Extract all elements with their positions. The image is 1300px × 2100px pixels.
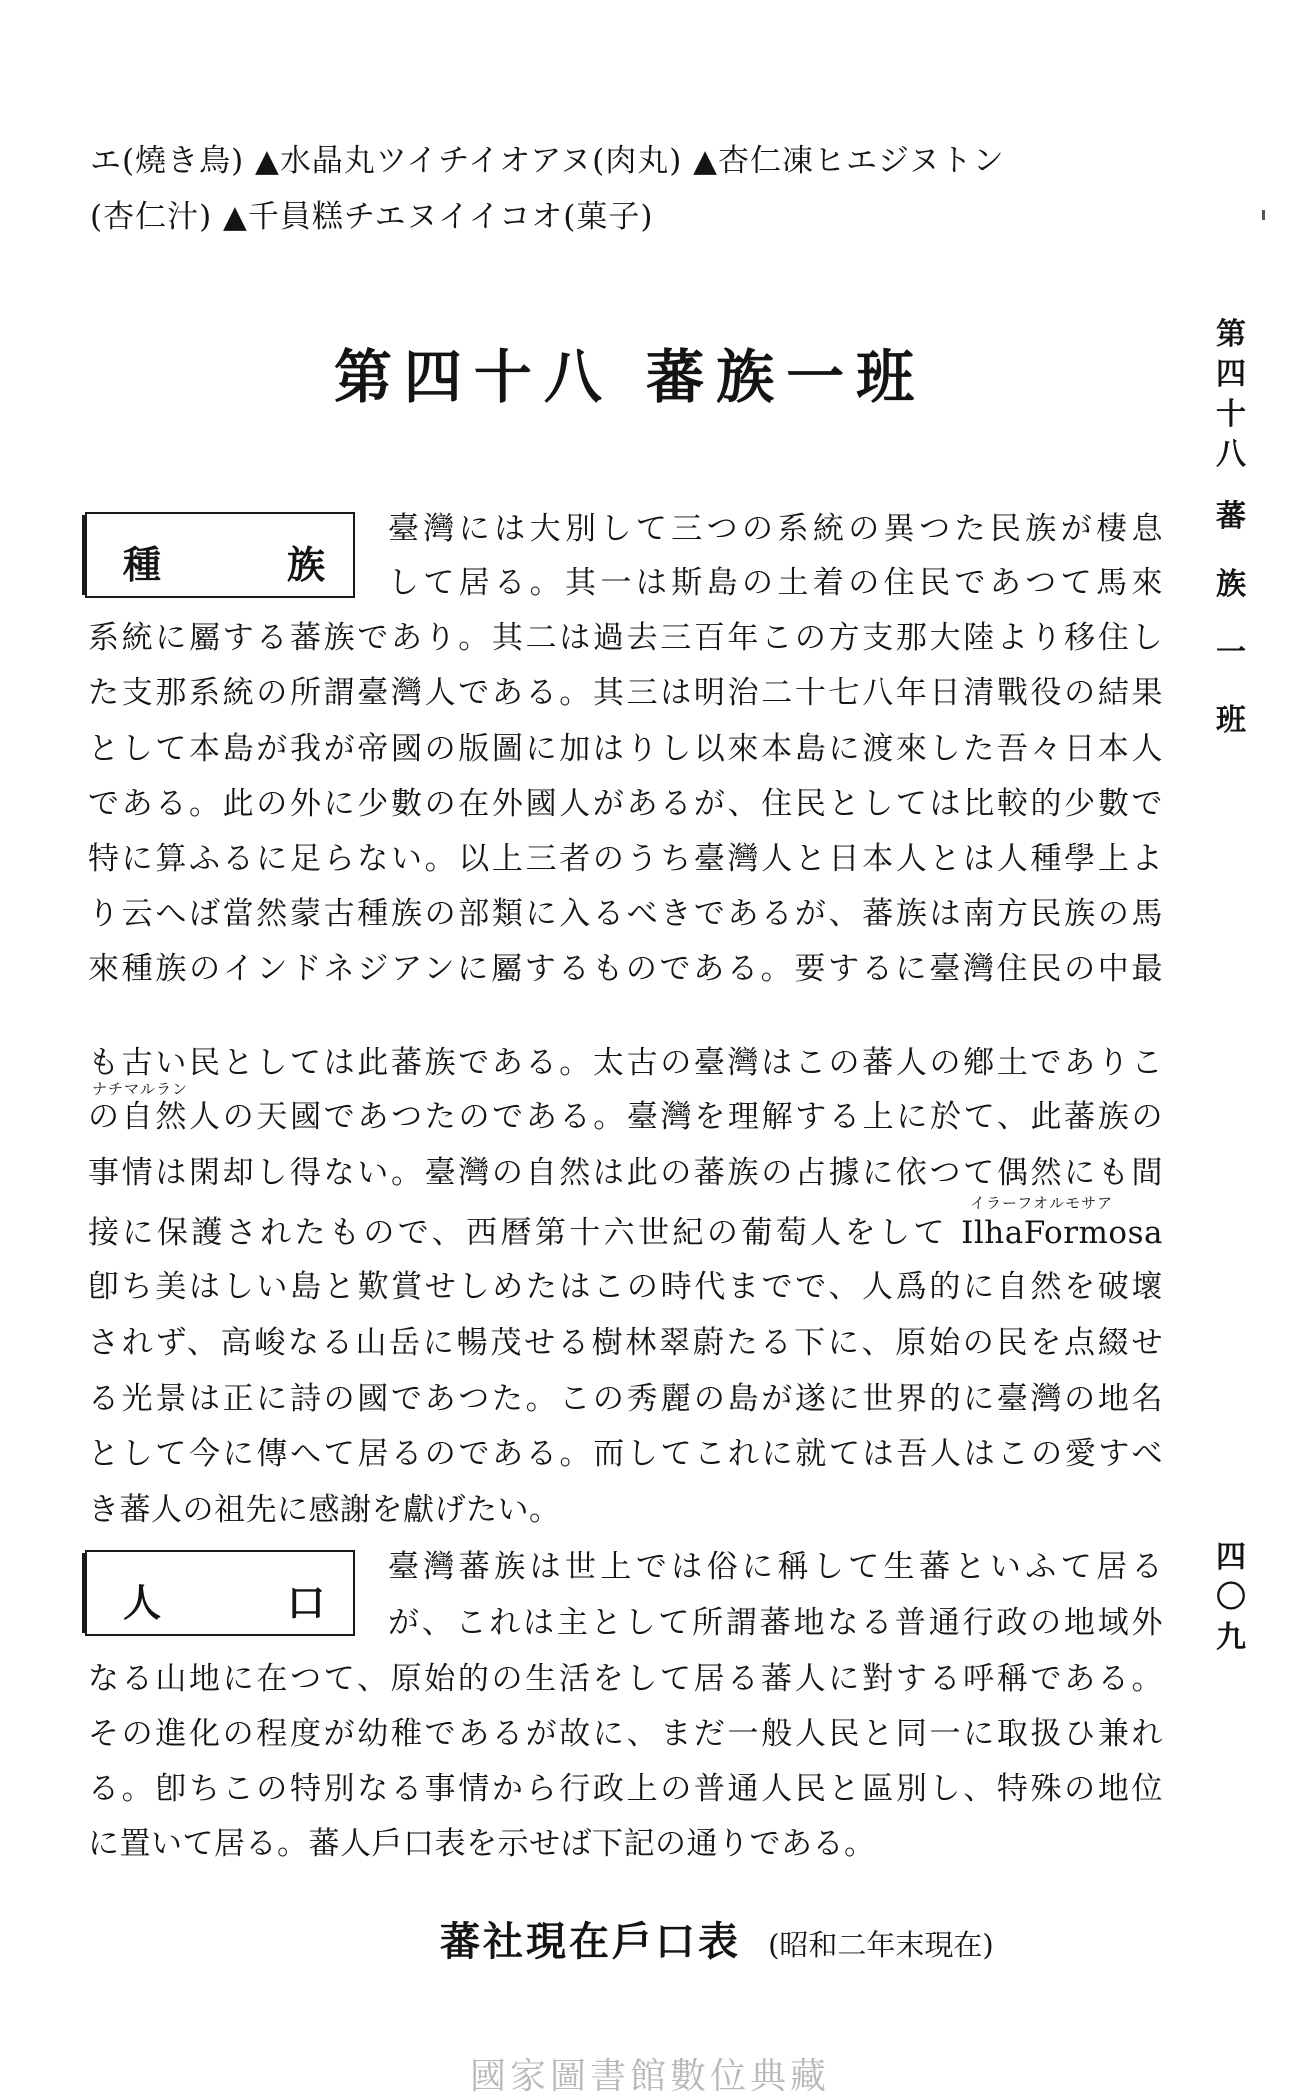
section-label-char: 種	[123, 543, 162, 587]
top-line-2: (杏仁汁) ▲千員糕チエヌイイコオ(菓子)	[90, 199, 654, 235]
table-title-date: (昭和二年末現在)	[768, 1928, 994, 1962]
body-line: り云へば當然蒙古種族の部類に入るべきであるが、蕃族は南方民族の馬	[88, 896, 1163, 932]
running-header-char: 班	[1216, 703, 1246, 738]
running-header-char: 八	[1216, 437, 1246, 472]
page-number-char: 〇	[1216, 1580, 1246, 1615]
body-line: されず、高峻なる山岳に暢茂せる樹林翠蔚たる下に、原始の民を点綴せ	[88, 1325, 1163, 1361]
section-label-char: 族	[286, 543, 325, 587]
body-line: た支那系統の所謂臺灣人である。其三は明治二十七八年日清戰役の結果	[88, 675, 1163, 711]
ruby-gloss: ナチマルラン	[92, 1080, 189, 1098]
library-watermark: 國家圖書館數位典藏	[469, 2056, 830, 2097]
page-number	[1203, 1538, 1259, 1658]
body-line: も古い民としては此蕃族である。太古の臺灣はこの蕃人の鄕土でありこ	[88, 1045, 1163, 1081]
body-line: して居る。其一は斯島の土着の住民であつて馬來	[388, 565, 1163, 601]
body-line: の自然人の天國であつたのである。臺灣を理解する上に於て、此蕃族の	[88, 1099, 1163, 1135]
table-title	[440, 1910, 994, 1967]
body-line: が、これは主として所謂蕃地なる普通行政の地域外	[388, 1605, 1163, 1641]
section-label-population	[85, 1550, 355, 1636]
body-line: き蕃人の祖先に感謝を獻げたい。	[88, 1492, 561, 1528]
body-line: に置いて居る。蕃人戶口表を示せば下記の通りである。	[88, 1826, 876, 1862]
running-header-char: 蕃	[1216, 499, 1246, 534]
body-line: 接に保護されたもので、西曆第十六世紀の葡萄人をして IlhaFormosa	[88, 1215, 1163, 1251]
body-line: 特に算ふるに足らない。以上三者のうち臺灣人と日本人とは人種學上よ	[88, 841, 1163, 877]
chapter-title: 第四十八 蕃族一班	[333, 343, 927, 411]
body-line: なる山地に在つて、原始的の生活をして居る蕃人に對する呼稱である。	[88, 1661, 1163, 1697]
running-header-char: 一	[1216, 635, 1246, 670]
page-number-char: 四	[1216, 1540, 1246, 1575]
body-line: 系統に屬する蕃族であり。其二は過去三百年この方支那大陸より移住し	[88, 620, 1163, 656]
scan-speck	[1262, 210, 1265, 220]
section-label-race	[85, 512, 355, 598]
section-label-char: 人	[123, 1581, 162, 1625]
running-header	[1203, 315, 1259, 741]
table-title-main: 蕃社現在戶口表	[440, 1919, 741, 1965]
body-line: 事情は閑却し得ない。臺灣の自然は此の蕃族の占據に依つて偶然にも間	[88, 1155, 1163, 1191]
ruby-gloss: イラーフオルモサア	[970, 1194, 1114, 1212]
page-number-char: 九	[1216, 1620, 1246, 1655]
running-header-char: 十	[1216, 397, 1246, 432]
body-line: 來種族のインドネジアンに屬するものである。要するに臺灣住民の中最	[88, 951, 1163, 987]
body-line: 臺灣蕃族は世上では俗に稱して生蕃といふて居る	[388, 1549, 1163, 1585]
body-line: る。卽ちこの特別なる事情から行政上の普通人民と區別し、特殊の地位	[88, 1771, 1163, 1807]
top-line-1: エ(燒き鳥) ▲水晶丸ツイチイオアヌ(肉丸) ▲杏仁凍ヒエジヌトン	[90, 143, 1005, 179]
body-line: 卽ち美はしい島と歎賞せしめたはこの時代までで、人爲的に自然を破壞	[88, 1269, 1163, 1305]
body-line: として今に傳へて居るのである。而してこれに就ては吾人はこの愛すべ	[88, 1436, 1163, 1472]
body-line: る光景は正に詩の國であつた。この秀麗の島が遂に世界的に臺灣の地名	[88, 1381, 1163, 1417]
section-label-char: 口	[286, 1581, 325, 1625]
body-line: として本島が我が帝國の版圖に加はりし以來本島に渡來した吾々日本人	[88, 731, 1163, 767]
running-header-char: 族	[1216, 567, 1246, 602]
body-line: 臺灣には大別して三つの系統の異つた民族が棲息	[388, 511, 1163, 547]
running-header-char: 四	[1216, 357, 1246, 392]
body-line: その進化の程度が幼稚であるが故に、まだ一般人民と同一に取扱ひ兼れ	[88, 1716, 1163, 1752]
body-line: である。此の外に少數の在外國人があるが、住民としては比較的少數で	[88, 786, 1163, 822]
running-header-char: 第	[1216, 317, 1246, 352]
